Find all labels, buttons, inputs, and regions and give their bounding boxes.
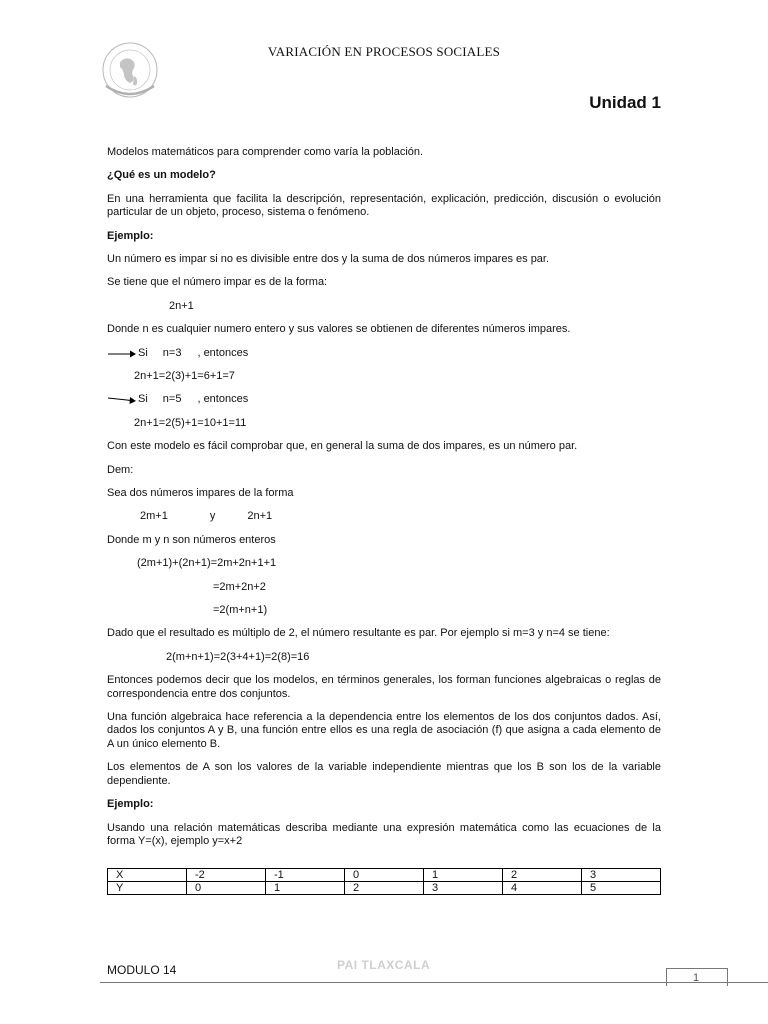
- form-2m1: 2m+1: [140, 510, 168, 523]
- case-if-label: Si: [138, 393, 148, 406]
- arrow-right-icon: [107, 395, 137, 405]
- footer-watermark-text: PAI TLAXCALA: [337, 958, 431, 972]
- equation-line-1: (2m+1)+(2n+1)=2m+2n+1+1: [137, 557, 277, 570]
- unit-title: Unidad 1: [589, 93, 661, 112]
- table-row: [108, 869, 661, 882]
- function-definition: Una función algebraica hace referencia a la dependencia entre los elementos de los dos conjuntos dados. Así, dados los conjuntos A y B, una función entre ellos es una regla de asociación (f) que asigna a cada elemento de A un único elemento B.: [107, 710, 661, 750]
- proof-intro: Sea dos números impares de la forma: [107, 486, 294, 499]
- example-heading-2: Ejemplo:: [107, 798, 154, 811]
- table-cell: 4: [503, 882, 582, 895]
- model-definition: En una herramienta que facilita la descripción, representación, explicación, predicción, discusión o evolución particular de un objeto, proceso, sistema o fenómeno.: [107, 192, 661, 219]
- table-cell: 3: [582, 869, 661, 882]
- intro-paragraph: Modelos matemáticos para comprender como varía la población.: [107, 146, 424, 158]
- form-2n1: 2n+1: [247, 510, 273, 523]
- table-cell: -2: [187, 869, 266, 882]
- table-cell: Y: [108, 882, 187, 895]
- svg-text:·: ·: [129, 86, 131, 91]
- document-body: [107, 146, 661, 859]
- table-cell: 2: [345, 882, 424, 895]
- table-cell: X: [108, 869, 187, 882]
- case-n-value: n=3: [162, 346, 182, 359]
- conclusion-paragraph: Con este modelo es fácil comprobar que, en general la suma de dos impares, es un número par.: [107, 440, 578, 453]
- calc-n5: 2n+1=2(5)+1=10+1=11: [134, 416, 247, 429]
- case-if-label: Si: [138, 346, 148, 359]
- model-question-heading: ¿Qué es un modelo?: [107, 169, 216, 182]
- table-cell: 1: [266, 882, 345, 895]
- n-description: Donde n es cualquier numero entero y sus valores se obtienen de diferentes números impares.: [107, 323, 571, 336]
- arrow-right-icon: [107, 349, 137, 359]
- exercise-paragraph: Usando una relación matemáticas describa mediante una expresión matemática como las ecuaciones de la forma Y=(x), ejemplo y=x+2: [107, 821, 661, 848]
- example-heading: Ejemplo:: [107, 229, 154, 242]
- table-row: [108, 882, 661, 895]
- table-cell: 2: [503, 869, 582, 882]
- form-and: y: [209, 510, 216, 523]
- table-cell: -1: [266, 869, 345, 882]
- equation-line-2: =2m+2n+2: [213, 580, 266, 593]
- xy-values-table: [107, 868, 661, 895]
- case-n-value: n=5: [162, 393, 182, 406]
- document-header-title: VARIACIÓN EN PROCESOS SOCIALES: [267, 44, 501, 59]
- functions-paragraph: Entonces podemos decir que los modelos, en términos generales, los forman funciones algebraicas o reglas de correspondencia entre dos conjuntos.: [107, 674, 661, 700]
- table-cell: 1: [424, 869, 503, 882]
- equation-line-3: =2(m+n+1): [213, 603, 268, 616]
- calc-n3: 2n+1=2(3)+1=6+1=7: [134, 370, 235, 383]
- case-n3: [107, 347, 661, 361]
- proof-label: Dem:: [107, 463, 134, 476]
- table-cell: 5: [582, 882, 661, 895]
- odd-forms-line: [107, 510, 661, 524]
- odd-form-intro: Se tiene que el número impar es de la forma:: [107, 276, 328, 289]
- table-cell: 0: [345, 869, 424, 882]
- mn-description: Donde m y n son números enteros: [107, 533, 276, 546]
- page-number: 1: [692, 972, 700, 984]
- case-then-label: , entonces: [197, 393, 249, 406]
- odd-number-definition: Un número es impar si no es divisible entre dos y la suma de dos números impares es par.: [107, 253, 550, 266]
- multiple-paragraph: Dado que el resultado es múltiplo de 2, el número resultante es par. Por ejemplo si m=3 y n=4 se tiene:: [107, 627, 610, 640]
- footer-module-label: MODULO 14: [107, 963, 177, 977]
- equation-line-4: 2(m+n+1)=2(3+4+1)=2(8)=16: [166, 650, 310, 663]
- case-n5: [107, 393, 661, 407]
- table-cell: 0: [187, 882, 266, 895]
- case-then-label: , entonces: [197, 346, 249, 359]
- variables-paragraph: Los elementos de A son los valores de la variable independiente mientras que los B son los de la variable dependiente.: [107, 761, 661, 787]
- table-cell: 3: [424, 882, 503, 895]
- odd-form-formula: 2n+1: [169, 299, 194, 312]
